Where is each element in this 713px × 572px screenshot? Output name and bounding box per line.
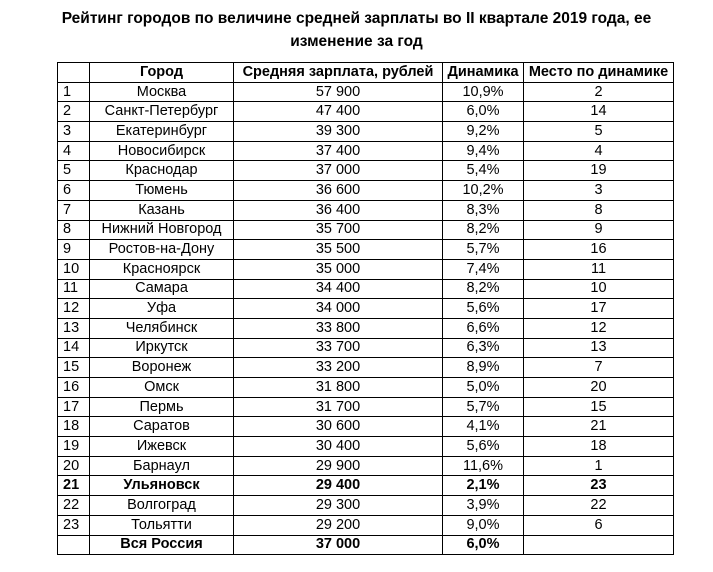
cell-place: 15 <box>524 397 674 417</box>
cell-number: 22 <box>58 496 90 516</box>
cell-city: Красноярск <box>90 259 234 279</box>
cell-number: 21 <box>58 476 90 496</box>
cell-dynamics: 9,0% <box>443 515 524 535</box>
cell-place: 3 <box>524 181 674 201</box>
cell-number: 7 <box>58 200 90 220</box>
cell-city: Ижевск <box>90 437 234 457</box>
cell-place: 9 <box>524 220 674 240</box>
cell-number: 5 <box>58 161 90 181</box>
table-row <box>58 318 674 338</box>
cell-salary: 31 700 <box>234 397 443 417</box>
cell-city: Иркутск <box>90 338 234 358</box>
cell-city: Уфа <box>90 299 234 319</box>
table-row <box>58 397 674 417</box>
table-row <box>58 82 674 102</box>
cell-place: 4 <box>524 141 674 161</box>
cell-number: 15 <box>58 358 90 378</box>
cell-salary: 29 300 <box>234 496 443 516</box>
table-row <box>58 220 674 240</box>
cell-number: 6 <box>58 181 90 201</box>
cell-place: 8 <box>524 200 674 220</box>
table-row <box>58 378 674 398</box>
cell-dynamics: 5,4% <box>443 161 524 181</box>
table-row <box>58 476 674 496</box>
cell-salary: 33 700 <box>234 338 443 358</box>
cell-salary: 37 000 <box>234 161 443 181</box>
table-header-row <box>58 63 674 83</box>
cell-place: 19 <box>524 161 674 181</box>
cell-salary: 34 400 <box>234 279 443 299</box>
cell-dynamics: 6,0% <box>443 102 524 122</box>
cell-dynamics: 9,2% <box>443 122 524 142</box>
cell-dynamics: 6,3% <box>443 338 524 358</box>
cell-number: 14 <box>58 338 90 358</box>
cell-number: 3 <box>58 122 90 142</box>
title-line-2: изменение за год <box>290 33 423 50</box>
table-row <box>58 456 674 476</box>
cell-dynamics: 5,6% <box>443 437 524 457</box>
header-number <box>58 63 90 83</box>
cell-number: 4 <box>58 141 90 161</box>
table-row <box>58 161 674 181</box>
cell-city: Воронеж <box>90 358 234 378</box>
title-line-1: Рейтинг городов по величине средней зарплаты во II квартале 2019 года, ее <box>61 10 652 27</box>
table-row <box>58 141 674 161</box>
cell-salary: 35 700 <box>234 220 443 240</box>
cell-place: 17 <box>524 299 674 319</box>
table-row <box>58 279 674 299</box>
cell-dynamics: 3,9% <box>443 496 524 516</box>
cell-salary: 57 900 <box>234 82 443 102</box>
cell-city: Ульяновск <box>90 476 234 496</box>
cell-salary: 37 000 <box>234 535 443 555</box>
cell-salary: 33 200 <box>234 358 443 378</box>
cell-place: 11 <box>524 259 674 279</box>
cell-number: 19 <box>58 437 90 457</box>
cell-number: 1 <box>58 82 90 102</box>
cell-salary: 39 300 <box>234 122 443 142</box>
cell-city: Нижний Новгород <box>90 220 234 240</box>
cell-salary: 29 200 <box>234 515 443 535</box>
cell-dynamics: 8,3% <box>443 200 524 220</box>
cell-salary: 36 400 <box>234 200 443 220</box>
cell-salary: 47 400 <box>234 102 443 122</box>
cell-city: Казань <box>90 200 234 220</box>
cell-salary: 37 400 <box>234 141 443 161</box>
cell-place: 14 <box>524 102 674 122</box>
cell-place <box>524 535 674 555</box>
cell-city: Барнаул <box>90 456 234 476</box>
cell-city: Екатеринбург <box>90 122 234 142</box>
cell-dynamics: 7,4% <box>443 259 524 279</box>
cell-place: 7 <box>524 358 674 378</box>
cell-number: 13 <box>58 318 90 338</box>
cell-place: 21 <box>524 417 674 437</box>
cell-place: 20 <box>524 378 674 398</box>
cell-city: Самара <box>90 279 234 299</box>
cell-salary: 36 600 <box>234 181 443 201</box>
cell-place: 12 <box>524 318 674 338</box>
cell-city: Вся Россия <box>90 535 234 555</box>
header-place: Место по динамике <box>524 63 674 83</box>
cell-city: Тольятти <box>90 515 234 535</box>
cell-city: Волгоград <box>90 496 234 516</box>
table-row <box>58 358 674 378</box>
cell-dynamics: 6,6% <box>443 318 524 338</box>
cell-dynamics: 10,9% <box>443 82 524 102</box>
cell-salary: 34 000 <box>234 299 443 319</box>
table-row <box>58 200 674 220</box>
table-body <box>58 82 674 555</box>
cell-number: 8 <box>58 220 90 240</box>
cell-dynamics: 5,7% <box>443 240 524 260</box>
table-row <box>58 535 674 555</box>
cell-number: 23 <box>58 515 90 535</box>
cell-salary: 35 500 <box>234 240 443 260</box>
table-row <box>58 515 674 535</box>
table-row <box>58 122 674 142</box>
cell-dynamics: 11,6% <box>443 456 524 476</box>
cell-number <box>58 535 90 555</box>
cell-place: 6 <box>524 515 674 535</box>
table-row <box>58 417 674 437</box>
header-salary: Средняя зарплата, рублей <box>234 63 443 83</box>
table-row <box>58 181 674 201</box>
cell-number: 12 <box>58 299 90 319</box>
cell-city: Омск <box>90 378 234 398</box>
cell-salary: 35 000 <box>234 259 443 279</box>
cell-city: Новосибирск <box>90 141 234 161</box>
cell-dynamics: 5,7% <box>443 397 524 417</box>
cell-number: 16 <box>58 378 90 398</box>
cell-salary: 29 900 <box>234 456 443 476</box>
salary-rating-table <box>57 62 674 555</box>
cell-dynamics: 5,6% <box>443 299 524 319</box>
cell-city: Тюмень <box>90 181 234 201</box>
cell-dynamics: 5,0% <box>443 378 524 398</box>
cell-place: 22 <box>524 496 674 516</box>
cell-place: 10 <box>524 279 674 299</box>
cell-number: 20 <box>58 456 90 476</box>
cell-dynamics: 8,9% <box>443 358 524 378</box>
table-row <box>58 437 674 457</box>
cell-city: Краснодар <box>90 161 234 181</box>
cell-dynamics: 4,1% <box>443 417 524 437</box>
cell-dynamics: 9,4% <box>443 141 524 161</box>
cell-city: Ростов-на-Дону <box>90 240 234 260</box>
cell-place: 2 <box>524 82 674 102</box>
header-city: Город <box>90 63 234 83</box>
table-row <box>58 496 674 516</box>
cell-city: Саратов <box>90 417 234 437</box>
cell-number: 11 <box>58 279 90 299</box>
header-dynamics: Динамика <box>443 63 524 83</box>
table-row <box>58 240 674 260</box>
cell-place: 16 <box>524 240 674 260</box>
cell-place: 13 <box>524 338 674 358</box>
cell-dynamics: 2,1% <box>443 476 524 496</box>
cell-number: 2 <box>58 102 90 122</box>
cell-city: Москва <box>90 82 234 102</box>
cell-place: 1 <box>524 456 674 476</box>
cell-dynamics: 8,2% <box>443 220 524 240</box>
cell-dynamics: 8,2% <box>443 279 524 299</box>
cell-number: 17 <box>58 397 90 417</box>
cell-place: 5 <box>524 122 674 142</box>
cell-salary: 29 400 <box>234 476 443 496</box>
cell-dynamics: 6,0% <box>443 535 524 555</box>
cell-city: Челябинск <box>90 318 234 338</box>
cell-city: Санкт-Петербург <box>90 102 234 122</box>
cell-salary: 31 800 <box>234 378 443 398</box>
cell-number: 9 <box>58 240 90 260</box>
table-row <box>58 259 674 279</box>
cell-salary: 30 400 <box>234 437 443 457</box>
table-row <box>58 102 674 122</box>
cell-place: 18 <box>524 437 674 457</box>
cell-salary: 33 800 <box>234 318 443 338</box>
page-title <box>0 7 713 53</box>
cell-dynamics: 10,2% <box>443 181 524 201</box>
cell-number: 18 <box>58 417 90 437</box>
table-row <box>58 338 674 358</box>
cell-place: 23 <box>524 476 674 496</box>
cell-city: Пермь <box>90 397 234 417</box>
cell-number: 10 <box>58 259 90 279</box>
cell-salary: 30 600 <box>234 417 443 437</box>
table-row <box>58 299 674 319</box>
